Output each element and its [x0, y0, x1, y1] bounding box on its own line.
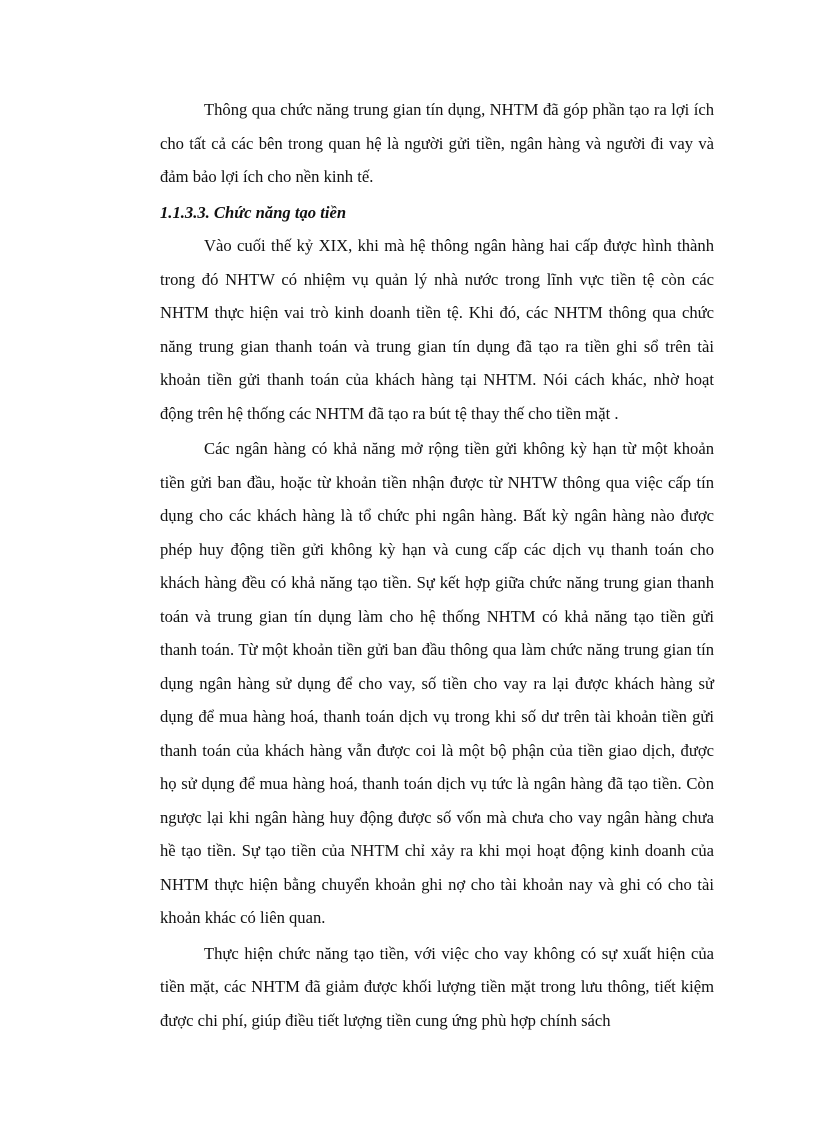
body-paragraph-3: Thực hiện chức năng tạo tiền, với việc cho vay không có sự xuất hiện của tiền mặt, các NHTM đã giảm được khối lượng tiền mặt trong lưu thông, tiết kiệm được chi phí, giúp điều tiết lượng tiền cung ứng phù hợp chính sách: [160, 943, 714, 1030]
body-paragraph-1: Vào cuối thế kỷ XIX, khi mà hệ thông ngân hàng hai cấp được hình thành trong đó NHTW có nhiệm vụ quản lý nhà nước trong lĩnh vực tiền tệ còn các NHTM thực hiện vai trò kinh doanh tiền tệ. Khi đó, các NHTM thông qua chức năng trung gian thanh toán và trung gian tín dụng đã tạo ra tiền ghi sổ trên tài khoản tiền gửi thanh toán của khách hàng tại NHTM. Nói cách khác, nhờ hoạt động trên hệ thống các NHTM đã tạo ra bút tệ thay thế cho tiền mặt .: [160, 236, 714, 423]
intro-paragraph: Thông qua chức năng trung gian tín dụng, NHTM đã góp phần tạo ra lợi ích cho tất cả các bên trong quan hệ là người gửi tiền, ngân hàng và người đi vay và đảm bảo lợi ích cho nền kinh tế.: [160, 100, 714, 186]
body-paragraph-2: Các ngân hàng có khả năng mở rộng tiền gửi không kỳ hạn từ một khoản tiền gửi ban đầu, hoặc từ khoản tiền nhận được từ NHTW thông qua việc cấp tín dụng cho các khách hàng là tổ chức phi ngân hàng. Bất kỳ ngân hàng nào được phép huy động tiền gửi không kỳ hạn và cung cấp các dịch vụ thanh toán cho khách hàng đều có khả năng tạo tiền. Sự kết hợp giữa chức năng trung gian thanh toán và trung gian tín dụng làm cho hệ thống NHTM có khả năng tạo tiền gửi thanh toán. Từ một khoản tiền gửi ban đầu thông qua làm chức năng trung gian tín dụng ngân hàng sử dụng để cho vay, số tiền cho vay ra lại được khách hàng sử dụng để mua hàng hoá, thanh toán dịch vụ trong khi số dư trên tài khoản tiền gửi thanh toán của khách hàng vẫn được coi là một bộ phận của tiền giao dịch, được họ sử dụng để mua hàng hoá, thanh toán dịch vụ tức là ngân hàng đã tạo tiền. Còn ngược lại khi ngân hàng huy động được số vốn mà chưa cho vay ngân hàng chưa hề tạo tiền. Sự tạo tiền của NHTM chỉ xảy ra khi mọi hoạt động kinh doanh của NHTM thực hiện bằng chuyển khoản ghi nợ cho tài khoản nay và ghi có cho tài khoản khác có liên quan.: [160, 439, 714, 927]
section-heading: 1.1.3.3. Chức năng tạo tiền: [160, 202, 347, 222]
document-page: [160, 93, 714, 1037]
